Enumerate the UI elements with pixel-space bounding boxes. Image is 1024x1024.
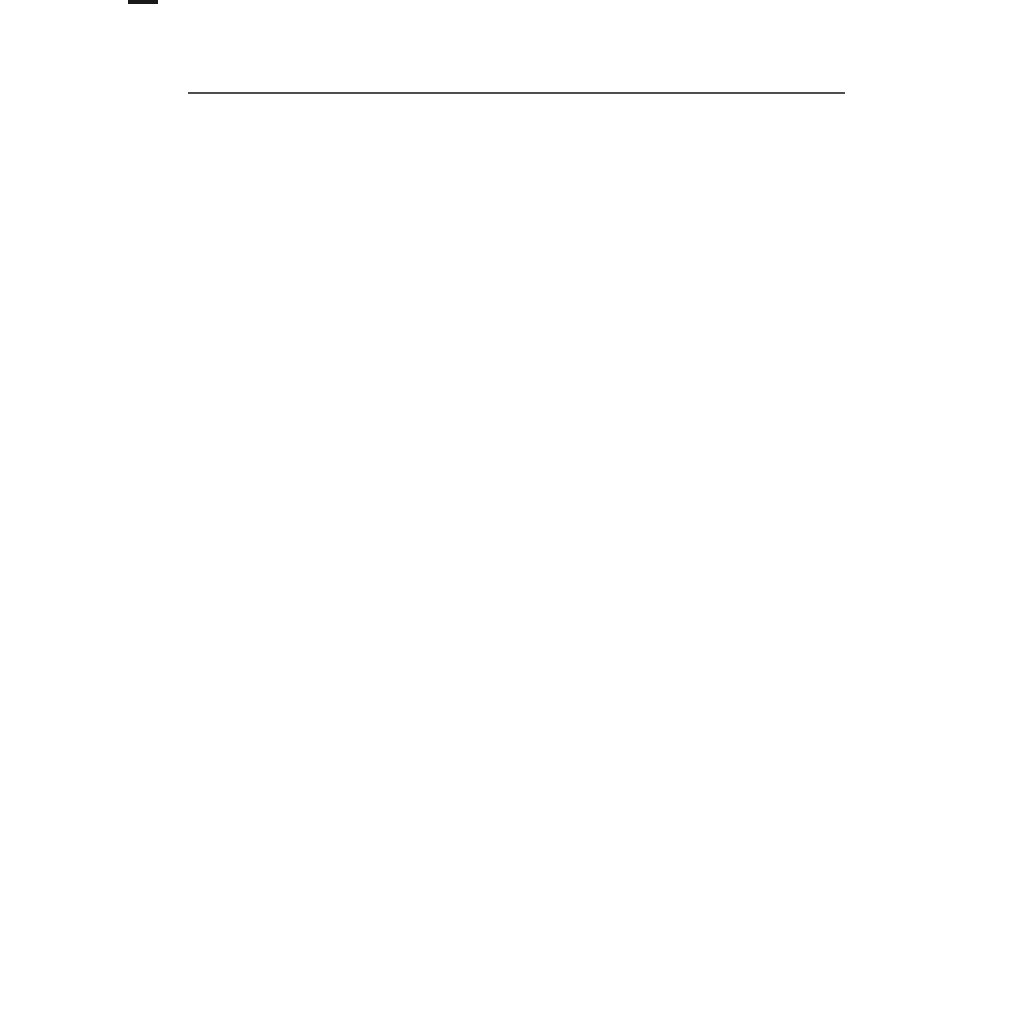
title-underline [188,92,845,94]
page-title [0,57,1024,81]
packing-unit-label [186,133,258,205]
page-crop-mark [128,0,158,4]
